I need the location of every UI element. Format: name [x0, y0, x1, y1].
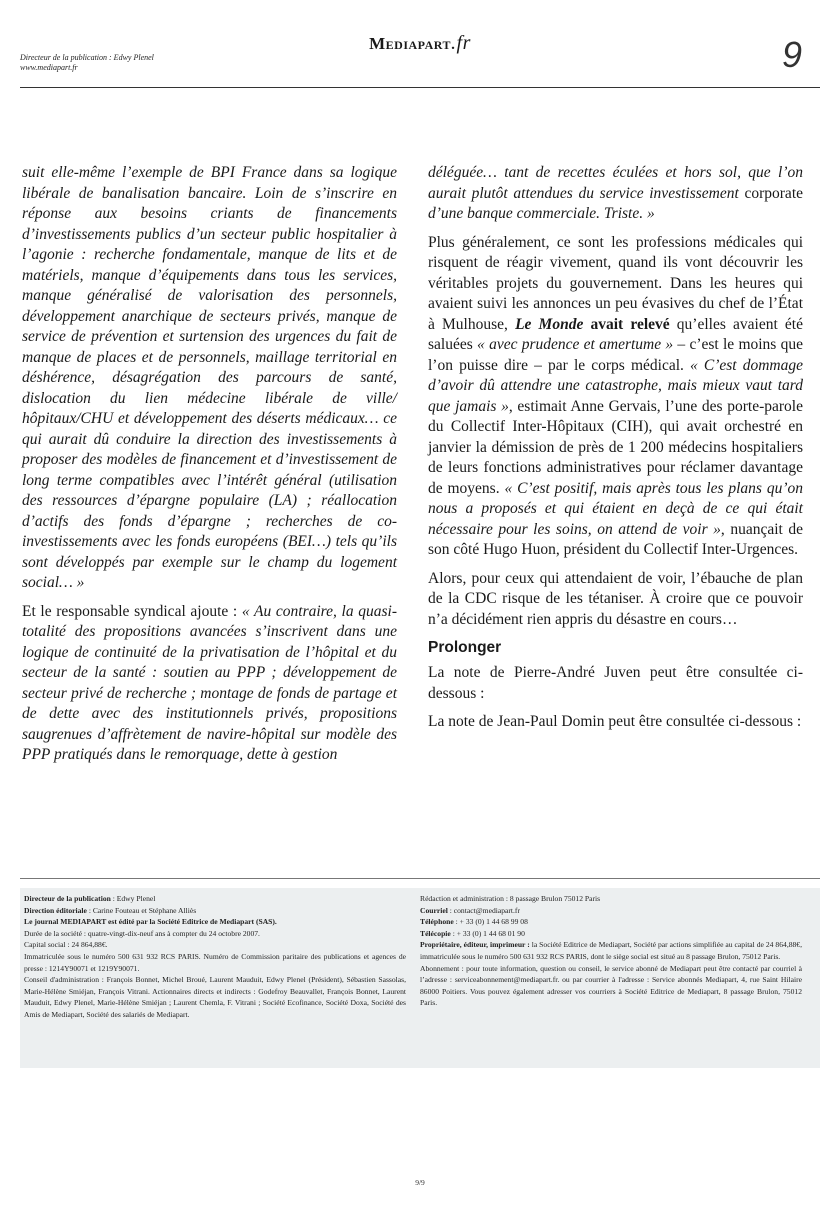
body-text: , nuançait de son côté Hugo Huon, président du Collectif Inter-Urgences. [428, 520, 803, 558]
link-text-lemonde: Le Monde [515, 315, 584, 333]
brand-suffix: .fr [451, 32, 471, 54]
paragraph [428, 163, 803, 225]
page-header [20, 28, 820, 88]
legal-footer [20, 888, 820, 1068]
footer-label: Le journal MEDIAPART est édité par la Société Editrice de Mediapart (SAS). [24, 917, 277, 927]
footer-label: Courriel [420, 905, 448, 915]
body-text: – c’est le moins que l’on puisse dire – par le corps médical. [428, 336, 803, 374]
quote-text: suit elle-même l’exemple de BPI France dans sa logique libérale de banalisation bancaire. Loin de s’inscrire en réponse aux besoins criants de financements d’investissements publics d’un secteur public hospitalier à l’agonie : recherche fondamentale, manque de lits et de matériels, manque d’équipements dans tous les services, manque généralisé de valorisation des personnels, développement anarchique de secteurs privés, manque de service de prévention et surtension des urgences du fait de manque de places et de personnels, maillage territorial en déshérence, désagrégation des parcours de santé, dislocation du lien médecine libérale de ville/ hôpitaux/CHU et développement des déserts médicaux… ce qui aurait dû conduire la direction des investissements à proposer des modèles de financement et d’investissement de long terme compatibles avec l’intérêt général (utilisation des ressources d’épargne populaire (LA) ; réallocation d’actifs des fonds d’épargne ; recherches de co-investissements avec les fonds européens (BEI…) tels qu’ils sont développés par exemple sur le champ du logement social… » [22, 164, 397, 591]
footer-line [24, 893, 406, 905]
footer-line [420, 928, 802, 940]
footer-value: : contact@mediapart.fr [447, 905, 520, 915]
paragraph: La note de Jean-Paul Domin peut être consultée ci-dessous : [428, 713, 802, 730]
footer-label: Téléphone [420, 917, 454, 927]
footer-line [24, 916, 406, 928]
footer-value: : Carine Fouteau et Stéphane Alliès [86, 905, 197, 915]
footer-line: Capital social : 24 864,88€. [24, 940, 108, 950]
link-text-relevé: avait relevé [583, 315, 670, 333]
quote-text: « C’est positif, mais après tous les plans qu’on nous a proposés et qui étaient en deçà de ce qui était nécessaire pour les soins, on attend de voir » [428, 479, 803, 538]
footer-line [420, 905, 802, 917]
footer-line [24, 905, 406, 917]
quote-text: « C’est dommage d’avoir dû attendre une catastrophe, mais mieux vaut tard que jamais » [428, 356, 803, 415]
article-column-left [22, 163, 397, 766]
quote-text: déléguée… tant de recettes éculées et hors sol, que l’on aurait plutôt attendues du service investissement [428, 164, 803, 202]
footer-line: Rédaction et administration : 8 passage Brulon 75012 Paris [420, 894, 601, 903]
publication-info [20, 53, 154, 73]
footer-value: : Edwy Plenel [110, 894, 156, 903]
footer-divider [20, 878, 820, 879]
quote-text: « Au contraire, la quasi-totalité des propositions avancées s’inscrivent dans une logique de continuité de la privatisation de l’hôpital et du secteur de la santé : soutien au PPP ; développement de secteur privé de recherche ; montage de fonds de partage et de dette avec des institutionnels privés, propositions saugrenues d’affrètement de navire-hôpital sur modèle des PPP pratiqués dans le remorquage, dette à gestion [22, 602, 398, 763]
footer-line: Durée de la société : quatre-vingt-dix-neuf ans à compter du 24 octobre 2007. [24, 928, 260, 938]
body-text: qu’elles avaient été saluées [428, 315, 803, 353]
footer-value: : + 33 (0) 1 44 68 01 90 [450, 928, 525, 938]
website-url: www.mediapart.fr [20, 63, 78, 72]
paragraph [22, 163, 397, 594]
footer-label: Directeur de la publication [24, 894, 111, 903]
quote-text: « avec prudence et amertume » [477, 336, 674, 353]
paragraph [22, 602, 397, 766]
paragraph: Alors, pour ceux qui attendaient de voir, l’ébauche de plan de la CDC risque de les tétaniser. À croire que ce pouvoir n’a décidément rien appris du désastre en cours… [428, 569, 803, 628]
section-heading-prolonger: Prolonger [428, 639, 502, 656]
footer-label: Propriétaire, éditeur, imprimeur : [420, 940, 530, 950]
page-count: 9/9 [415, 1178, 425, 1187]
paragraph: La note de Pierre-André Juven peut être consultée ci-dessous : [428, 664, 803, 702]
footer-value: : + 33 (0) 1 44 68 99 08 [453, 917, 528, 927]
quote-text: d’une banque commerciale. Triste. » [428, 205, 655, 222]
mediapart-logo [20, 32, 820, 55]
body-text: Et le responsable syndical ajoute : [22, 602, 242, 620]
footer-line [420, 916, 802, 928]
footer-column-left [24, 893, 406, 1021]
footer-line: Immatriculée sous le numéro 500 631 932 RCS PARIS. Numéro de Commission paritaire des publications et agences de presse : 1214Y90071 et 1219Y90071. [24, 951, 406, 973]
footer-label: Direction éditoriale [24, 905, 87, 915]
footer-line: Conseil d'administration : François Bonnet, Michel Broué, Laurent Mauduit, Edwy Plenel (Président), Sébastien Sassolas, Marie-Hélène Smiéjan, François Vitrani. Actionnaires directs et indirects : Godefroy Beauvallet, François Bonnet, Laurent Mauduit, Edwy Plenel, Marie-Hélène Smiéjan ; Laurent Chemla, F. Vitrani ; Société Ecofinance, Société Doxa, Société des Amis de Mediapart, Société des salariés de Mediapart. [24, 975, 406, 1019]
le-monde-link[interactable] [515, 316, 670, 333]
body-text: , estimait Anne Gervais, l’une des porte-parole du Collectif Inter-Hôpitaux (CIH), qui avait orchestré en janvier la démission de près de 1 200 médecins hospitaliers de leurs fonctions administratives pour réclamer davantage de moyens. [428, 397, 803, 497]
footer-column-right [420, 893, 802, 1009]
footer-value: la Société Editrice de Mediapart, Société par actions simplifiée au capital de 24 864,88€, immatriculée sous le numéro 500 631 932 RCS PARIS, dont le siège social est situé au 8 passage Brulon, 75012 Paris. [420, 940, 803, 961]
body-text: corporate [744, 184, 804, 202]
paragraph [428, 233, 803, 561]
publication-director: Directeur de la publication : Edwy Plenel [20, 53, 154, 62]
article-column-right [428, 163, 803, 733]
brand-name: Mediapart [369, 34, 452, 53]
page-number: 9 [781, 34, 802, 75]
footer-line: Abonnement : pour toute information, question ou conseil, le service abonné de Mediapart peut être contacté par courriel à l’adresse : serviceabonnement@mediapart.fr. ou par courrier à l'adresse : Service abonnés Mediapart, 4, rue Saint Hilaire 86000 Poitiers. Vous pouvez également adresser vos courriers à Société Editrice de Mediapart, 8 passage Brulon, 75012 Paris. [420, 963, 802, 1008]
footer-line [420, 939, 802, 962]
body-text: Plus généralement, ce sont les professions médicales qui risquent de réagir vivement, quand ils vont découvrir les véritables projets du gouvernement. Dans les heures qui avaient suivi les annonces un peu évasives du chef de l’État à Mulhouse, [428, 233, 803, 333]
footer-label: Télécopie [420, 928, 451, 938]
